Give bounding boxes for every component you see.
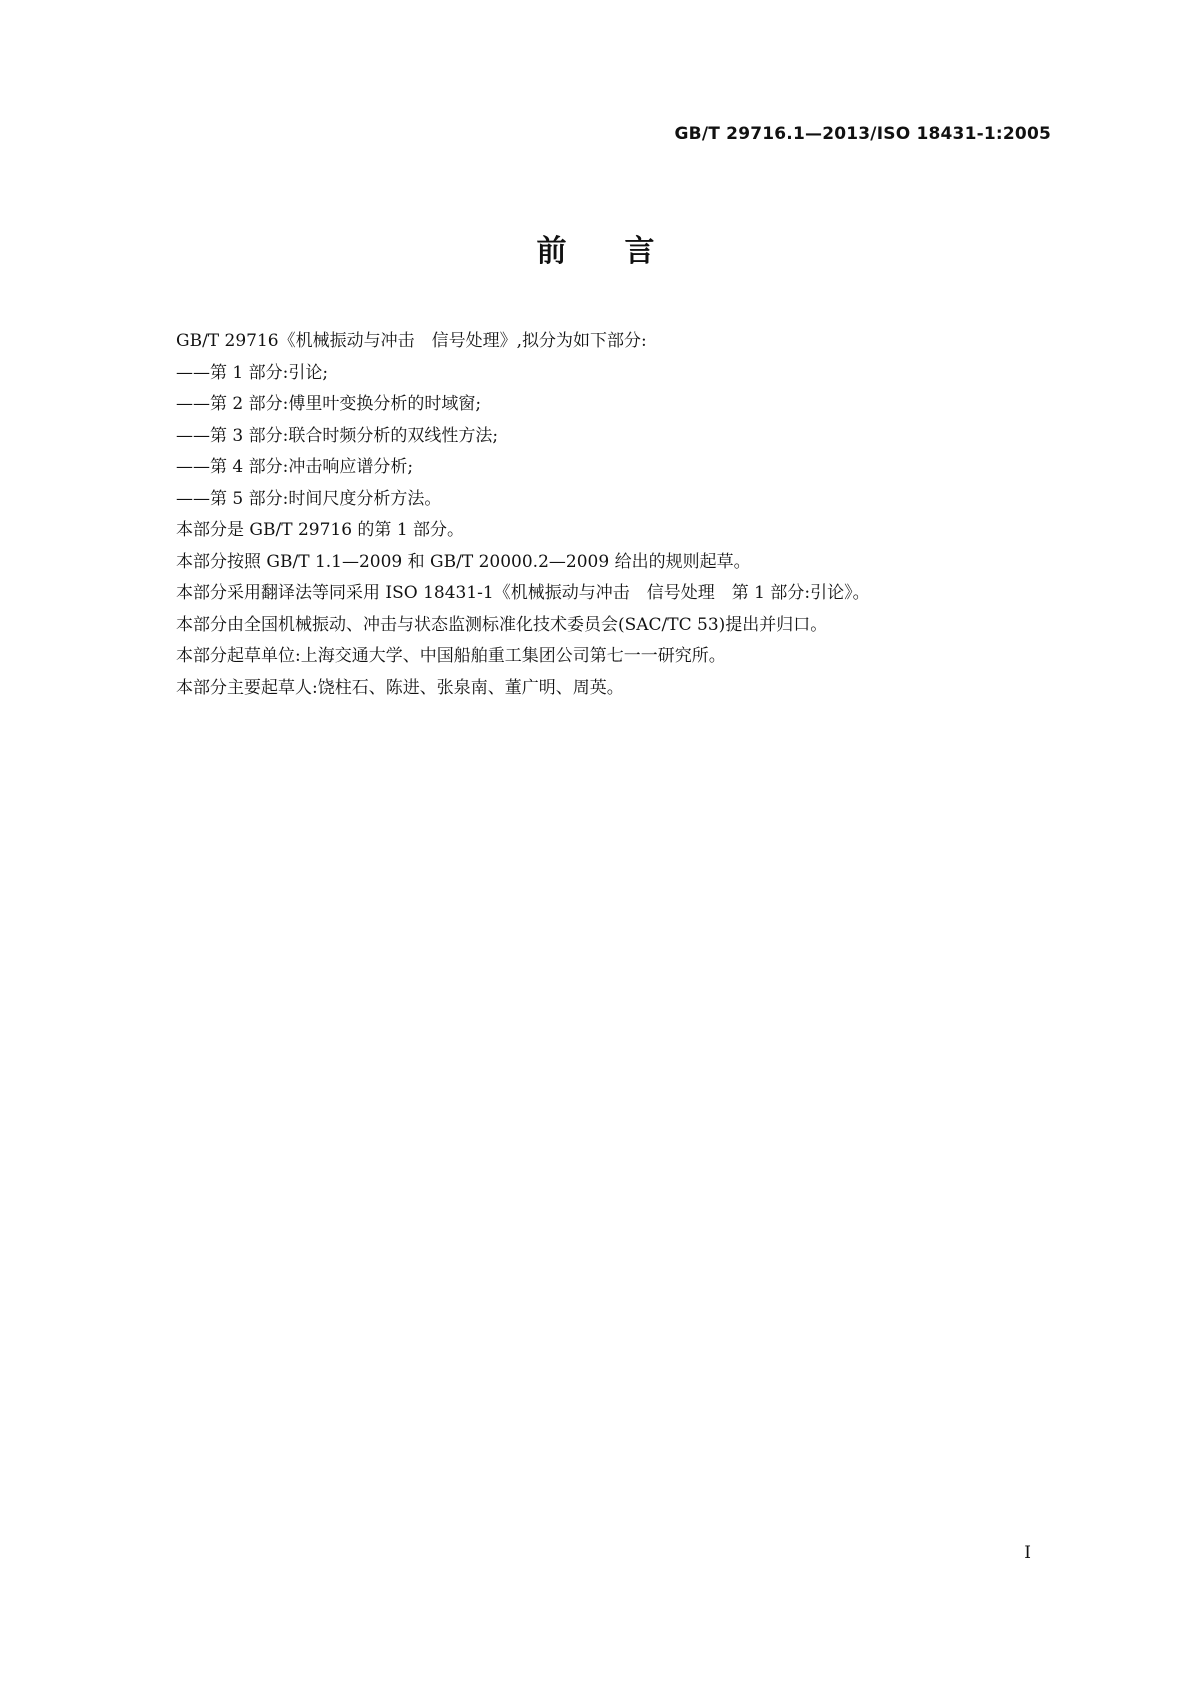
standard-code: GB/T 29716.1—2013/ISO 18431-1:2005: [674, 124, 1051, 144]
statement-paragraph: 本部分主要起草人:饶柱石、陈进、张泉南、董广明、周英。: [176, 677, 624, 698]
part-list-item: ——第 5 部分:时间尺度分析方法。: [176, 488, 442, 509]
statement-paragraph: 本部分是 GB/T 29716 的第 1 部分。: [176, 520, 465, 540]
part-list-item: ——第 3 部分:联合时频分析的双线性方法;: [176, 425, 499, 446]
part-list-item: ——第 4 部分:冲击响应谱分析;: [176, 457, 414, 477]
statement-paragraph: 本部分采用翻译法等同采用 ISO 18431-1《机械振动与冲击 信号处理 第 1 部分:引论》。: [176, 583, 870, 603]
page-number: I: [1024, 1543, 1031, 1563]
statement-paragraph: 本部分由全国机械振动、冲击与状态监测标准化技术委员会(SAC/TC 53)提出并归口。: [176, 614, 828, 635]
part-list-item: ——第 2 部分:傅里叶变换分析的时域窗;: [176, 394, 482, 414]
part-list-item: ——第 1 部分:引论;: [176, 362, 329, 383]
statement-paragraph: 本部分起草单位:上海交通大学、中国船舶重工集团公司第七一一研究所。: [176, 646, 726, 666]
statement-paragraph: 本部分按照 GB/T 1.1—2009 和 GB/T 20000.2—2009 给出的规则起草。: [176, 551, 751, 572]
intro-paragraph: GB/T 29716《机械振动与冲击 信号处理》,拟分为如下部分:: [176, 331, 647, 351]
foreword-body: [176, 326, 1056, 704]
page-title: 前言: [536, 234, 713, 269]
